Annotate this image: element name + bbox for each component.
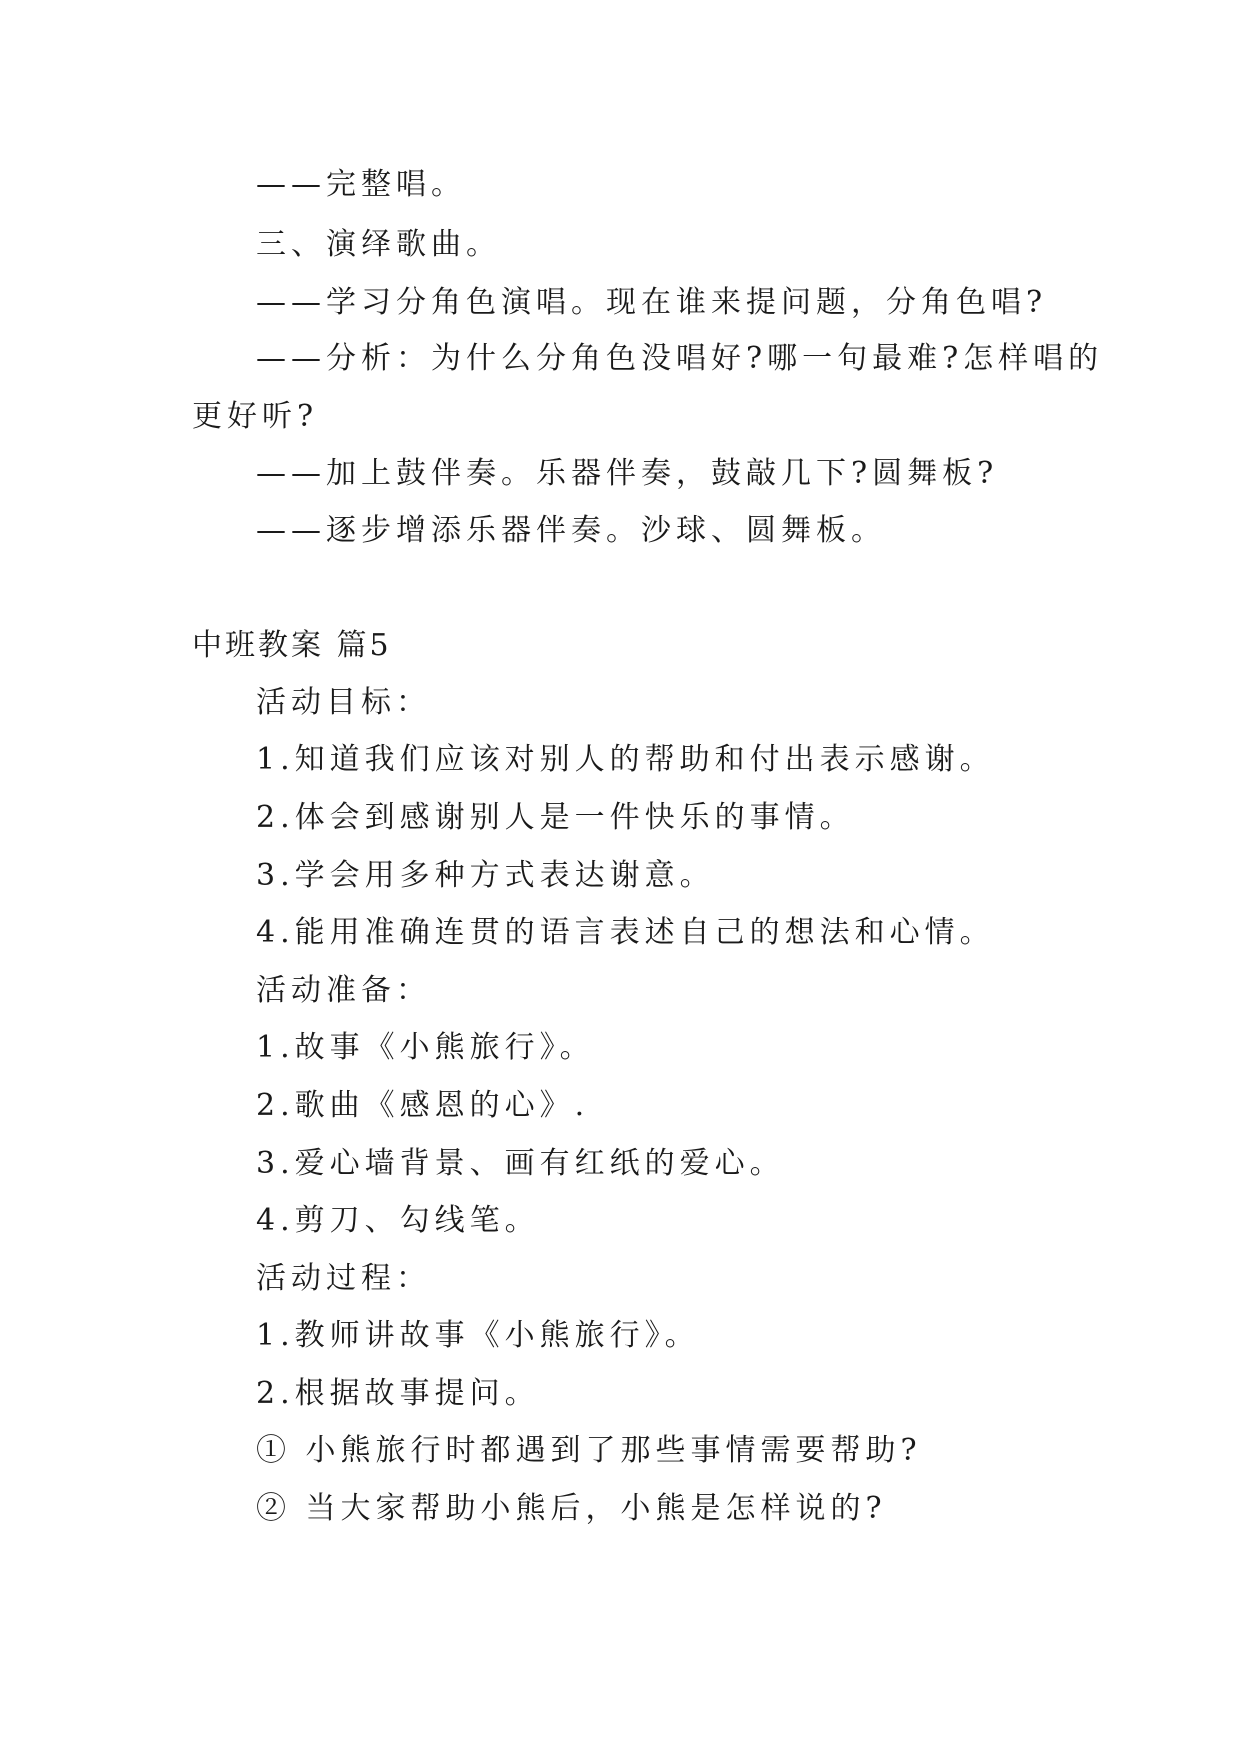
list-item: 1.知道我们应该对别人的帮助和付出表示感谢。: [256, 742, 995, 777]
list-item: ① 小熊旅行时都遇到了那些事情需要帮助?: [256, 1433, 922, 1468]
process-heading: 活动过程：: [256, 1261, 431, 1296]
paragraph-line: ——逐步增添乐器伴奏。沙球、圆舞板。: [256, 513, 886, 548]
goals-heading: 活动目标：: [256, 685, 431, 720]
list-item: 2.根据故事提问。: [256, 1376, 540, 1411]
paragraph-line: ——分析：为什么分角色没唱好?哪一句最难?怎样唱的: [256, 341, 1104, 376]
paragraph-line: ——学习分角色演唱。现在谁来提问题，分角色唱?: [256, 285, 1048, 320]
section-title: 中班教案 篇5: [192, 628, 392, 663]
list-item: ② 当大家帮助小熊后，小熊是怎样说的?: [256, 1491, 887, 1526]
list-item: 3.学会用多种方式表达谢意。: [256, 858, 715, 893]
list-item: 2.体会到感谢别人是一件快乐的事情。: [256, 800, 855, 835]
list-item: 1.教师讲故事《小熊旅行》。: [256, 1318, 700, 1353]
prep-heading: 活动准备：: [256, 973, 431, 1008]
paragraph-line: ——完整唱。: [256, 167, 466, 202]
list-item: 1.故事《小熊旅行》。: [256, 1030, 595, 1065]
paragraph-line: ——加上鼓伴奏。乐器伴奏，鼓敲几下?圆舞板?: [256, 456, 999, 491]
list-item: 4.能用准确连贯的语言表述自己的想法和心情。: [256, 915, 995, 950]
paragraph-line: 更好听?: [192, 399, 319, 434]
paragraph-line: 三、演绎歌曲。: [256, 227, 501, 262]
list-item: 3.爱心墙背景、画有红纸的爱心。: [256, 1146, 785, 1181]
list-item: 4.剪刀、勾线笔。: [256, 1203, 540, 1238]
list-item: 2.歌曲《感恩的心》.: [256, 1088, 590, 1123]
